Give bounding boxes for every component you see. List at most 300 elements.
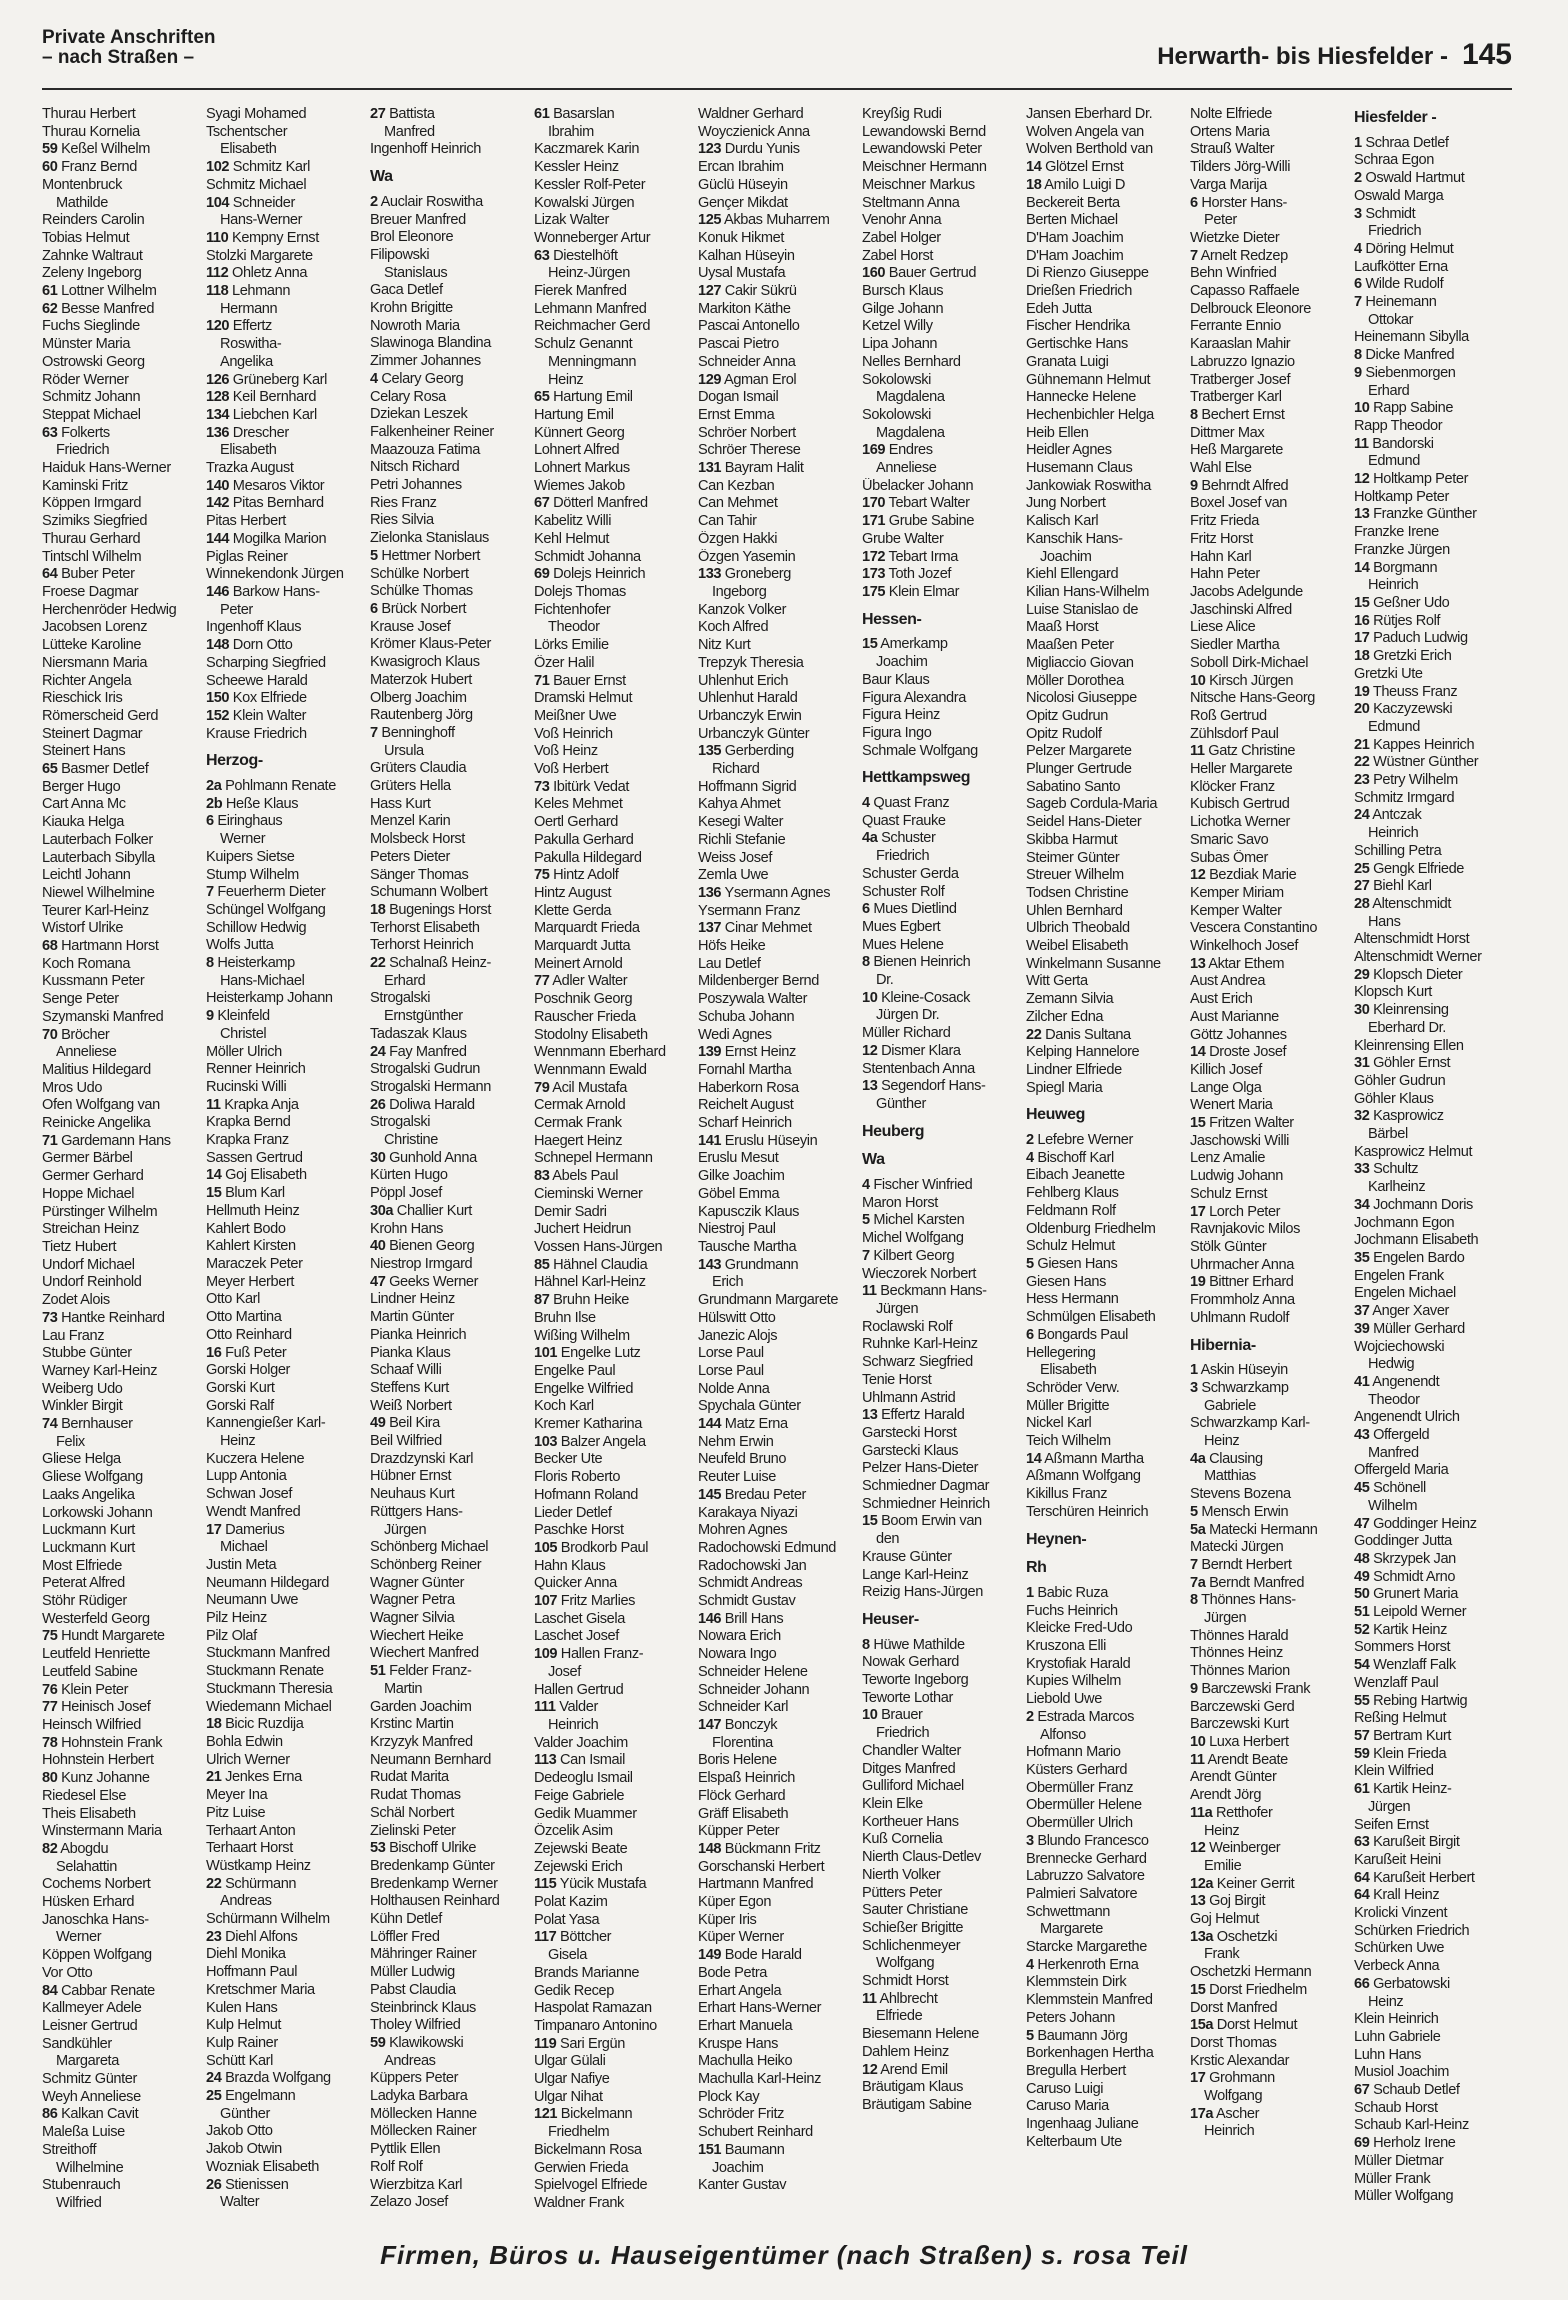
directory-entry: Strogalski: [370, 990, 431, 1007]
directory-entry: 14 Glötzel Ernst: [1026, 159, 1124, 176]
directory-entry: Erhart Hans-Werner: [698, 2000, 822, 2017]
directory-entry: Most Elfriede: [42, 1557, 122, 1574]
directory-entry: Pelzer Margarete: [1026, 743, 1132, 760]
directory-entry: 4 Herkenroth Erna: [1026, 1956, 1139, 1973]
spacer: [1190, 1328, 1354, 1334]
directory-entry: Hoppe Michael: [42, 1185, 135, 1202]
directory-entry: Drazdzynski Karl: [370, 1450, 474, 1467]
directory-entry: Hahn Karl: [1190, 548, 1252, 565]
directory-entry-continued: Edmund: [1368, 718, 1420, 735]
directory-entry: Frommholz Anna: [1190, 1292, 1295, 1309]
directory-entry: 18 Bicic Ruzdija: [206, 1716, 304, 1733]
directory-entry: Grundmann Margarete: [698, 1292, 839, 1309]
directory-entry: Klein Heinrich: [1354, 2011, 1439, 2028]
directory-entry: Berger Hugo: [42, 778, 121, 795]
directory-entry: 14 Borgmann: [1354, 559, 1438, 576]
directory-entry: 135 Gerberding: [698, 743, 794, 760]
directory-entry: 47 Goddinger Heinz: [1354, 1515, 1477, 1532]
directory-entry: Lörks Emilie: [534, 637, 609, 654]
house-number: 17: [1190, 1203, 1206, 1220]
directory-entry: Küpper Peter: [698, 1823, 780, 1840]
house-number: 5: [862, 1212, 870, 1229]
house-number: 13a: [1190, 1928, 1214, 1945]
house-number: 105: [534, 1539, 558, 1556]
house-number: 6: [370, 600, 378, 617]
directory-entry-continued: Manfred: [384, 123, 435, 140]
directory-entry: Schilling Petra: [1354, 842, 1442, 859]
directory-entry: Hülswitt Otto: [698, 1309, 776, 1326]
page-header: [42, 28, 1512, 88]
directory-entry: Eruslu Mesut: [698, 1150, 779, 1167]
directory-entry: 64 Karußeit Herbert: [1354, 1869, 1475, 1886]
directory-entry: Jansen Eberhard Dr.: [1026, 106, 1153, 122]
directory-entry: 149 Bode Harald: [698, 1947, 802, 1964]
directory-entry: Terhaart Anton: [206, 1822, 296, 1839]
directory-entry: Leisner Gertrud: [42, 2017, 138, 2034]
directory-entry-continued: Michael: [220, 1539, 268, 1556]
directory-entry: Neumann Bernhard: [370, 1751, 491, 1768]
directory-entry: Brands Marianne: [534, 1964, 640, 1981]
directory-entry: Wolfs Jutta: [206, 937, 274, 954]
directory-entry: Lorkowski Johann: [42, 1504, 153, 1521]
directory-entry: Wietzke Dieter: [1190, 229, 1280, 246]
directory-entry: Kikillus Franz: [1026, 1486, 1108, 1503]
house-number: 14: [206, 1167, 222, 1184]
directory-entry: 22 Danis Sultana: [1026, 1026, 1131, 1043]
house-number: 13: [862, 1078, 878, 1095]
house-number: 71: [534, 672, 550, 689]
directory-entry: Slawinoga Blandina: [370, 335, 491, 352]
directory-entry: Wahl Else: [1190, 460, 1252, 477]
house-number: 65: [42, 761, 58, 778]
directory-entry: Krohn Hans: [370, 1220, 444, 1237]
directory-entry: Jacobsen Lorenz: [42, 619, 148, 636]
house-number: 59: [1354, 1745, 1370, 1762]
street-heading: Rh: [1026, 1559, 1047, 1577]
directory-entry: Hahn Klaus: [534, 1557, 606, 1574]
directory-entry: Schäl Norbert: [370, 1804, 455, 1821]
directory-entry: Höfs Heike: [698, 938, 766, 955]
house-number: 15: [1354, 594, 1370, 611]
house-number: 31: [1354, 1055, 1370, 1072]
directory-entry-continued: Manfred: [1368, 1444, 1419, 1461]
directory-entry: Steinert Dagmar: [42, 725, 143, 742]
directory-entry: 57 Bertram Kurt: [1354, 1727, 1452, 1744]
directory-entry: Figura Heinz: [862, 707, 940, 724]
directory-entry: Kuß Cornelia: [862, 1831, 943, 1848]
house-number: 65: [534, 389, 550, 406]
directory-entry: Sandkühler: [42, 2035, 112, 2052]
directory-entry: Laaks Angelika: [42, 1486, 135, 1503]
directory-entry: 127 Cakir Sükrü: [698, 283, 797, 300]
house-number: 1: [1354, 134, 1362, 151]
directory-entry: 104 Schneider: [206, 194, 295, 211]
directory-entry: Zemla Uwe: [698, 867, 769, 884]
directory-entry: Heisterkamp Johann: [206, 990, 333, 1007]
directory-entry: Thönnes Heinz: [1190, 1645, 1283, 1662]
directory-entry: Pascai Pietro: [698, 336, 779, 353]
directory-entry: Malitius Hildegard: [42, 1061, 151, 1078]
house-number: 15: [862, 1513, 878, 1530]
house-number: 19: [1190, 1274, 1206, 1291]
directory-entry-continued: Jürgen: [1368, 1798, 1411, 1815]
house-number: 15: [1190, 1115, 1206, 1132]
directory-entry: 8 Bienen Heinrich: [862, 954, 971, 971]
directory-entry: 119 Sari Ergün: [534, 2035, 625, 2052]
house-number: 75: [42, 1628, 58, 1645]
directory-entry-continued: Heinrich: [1368, 577, 1419, 594]
house-number: 17: [1190, 2070, 1206, 2087]
directory-entry: 7 Berndt Herbert: [1190, 1556, 1292, 1573]
directory-entry-continued: Karlheinz: [1368, 1179, 1426, 1196]
directory-entry: Löffler Fred: [370, 1928, 440, 1945]
directory-entry: Kruszona Elli: [1026, 1638, 1106, 1655]
directory-entry: Keles Mehmet: [534, 796, 623, 813]
directory-entry: Reinicke Angelika: [42, 1115, 151, 1132]
directory-entry: Peters Johann: [1026, 2009, 1115, 2026]
directory-entry: Seidel Hans-Dieter: [1026, 814, 1142, 831]
directory-entry: 10 Rapp Sabine: [1354, 400, 1454, 417]
directory-entry-continued: Emilie: [1204, 1857, 1242, 1874]
directory-entry: Steffens Kurt: [370, 1379, 449, 1396]
house-number: 11: [862, 1990, 877, 2007]
directory-entry: 11 Arendt Beate: [1190, 1751, 1288, 1768]
directory-entry: 6 Eiringhaus: [206, 813, 283, 830]
directory-entry: Dorst Thomas: [1190, 2034, 1277, 2051]
directory-entry: Krstinc Martin: [370, 1716, 454, 1733]
directory-entry: Özgen Hakki: [698, 530, 778, 547]
directory-entry: Froese Dagmar: [42, 583, 139, 600]
house-number: 29: [1354, 966, 1370, 983]
directory-entry: Kürten Hugo: [370, 1167, 448, 1184]
directory-entry-continued: Margarete: [1040, 1921, 1103, 1938]
directory-entry: Karaaslan Mahir: [1190, 336, 1291, 353]
directory-entry: 39 Müller Gerhard: [1354, 1320, 1465, 1337]
directory-entry-continued: Elisabeth: [220, 442, 277, 459]
directory-entry: Fichtenhofer: [534, 601, 611, 618]
directory-entry: Sassen Gertrud: [206, 1149, 303, 1166]
house-number: 4: [1026, 1149, 1034, 1166]
directory-entry: Feldmann Rolf: [1026, 1202, 1116, 1219]
directory-entry: Kessler Heinz: [534, 159, 619, 176]
directory-entry: Musiol Joachim: [1354, 2064, 1449, 2081]
directory-entry: Syagi Mohamed: [206, 106, 307, 122]
directory-entry: Roclawski Rolf: [862, 1318, 953, 1335]
house-number: 86: [42, 2106, 58, 2123]
directory-entry: Schülke Thomas: [370, 583, 473, 600]
directory-entry: Neuhaus Kurt: [370, 1486, 455, 1503]
directory-entry: Uhlenhut Harald: [698, 690, 798, 707]
directory-entry: Jochmann Elisabeth: [1354, 1232, 1479, 1249]
directory-entry: Lewandowski Bernd: [862, 123, 986, 140]
directory-entry: Kemper Miriam: [1190, 884, 1284, 901]
directory-entry-continued: Hans-Michael: [220, 972, 305, 989]
directory-entry: Tilders Jörg-Willi: [1190, 159, 1291, 176]
directory-entry: Kühn Detlef: [370, 1911, 442, 1928]
directory-entry: Opitz Rudolf: [1026, 725, 1102, 742]
directory-entry: 23 Petry Wilhelm: [1354, 772, 1458, 789]
directory-entry: Wieczorek Norbert: [862, 1265, 977, 1282]
house-number: 134: [206, 406, 230, 423]
directory-entry: Falkenheiner Reiner: [370, 423, 494, 440]
directory-entry: Mros Udo: [42, 1079, 103, 1096]
directory-entry-continued: Ingeborg: [712, 583, 767, 600]
house-number: 4: [1026, 1956, 1034, 1973]
directory-entry: Lichotka Werner: [1190, 814, 1290, 831]
directory-entry: Kalisch Karl: [1026, 513, 1099, 530]
directory-entry: Ditges Manfred: [862, 1760, 956, 1777]
directory-entry: Stentenbach Anna: [862, 1060, 975, 1077]
directory-entry: Küppers Peter: [370, 2070, 459, 2087]
directory-entry: 48 Skrzypek Jan: [1354, 1550, 1456, 1567]
directory-entry: 1 Askin Hüseyin: [1190, 1362, 1288, 1379]
house-number: 37: [1354, 1303, 1370, 1320]
directory-entry: 26 Doliwa Harald: [370, 1096, 475, 1113]
directory-entry: Siedler Martha: [1190, 637, 1280, 654]
directory-entry: Nickel Karl: [1026, 1415, 1092, 1432]
directory-entry: 27 Battista: [370, 106, 435, 122]
directory-entry: Materzok Hubert: [370, 671, 472, 688]
directory-entry: Labruzzo Salvatore: [1026, 1868, 1145, 1885]
directory-entry: Leutfeld Sabine: [42, 1663, 138, 1680]
house-number: 63: [1354, 1834, 1370, 1851]
house-number: 63: [534, 247, 550, 264]
house-number: 62: [42, 300, 58, 317]
house-number: 120: [206, 318, 230, 335]
directory-entry: Tholey Wilfried: [370, 2017, 461, 2034]
directory-entry: Stodolny Elisabeth: [534, 1026, 648, 1043]
directory-entry: Urbanczyk Erwin: [698, 707, 802, 724]
directory-entry: Schaub Horst: [1354, 2099, 1438, 2116]
directory-entry: Müller Frank: [1354, 2170, 1431, 2187]
directory-entry: Terhorst Heinrich: [370, 937, 474, 954]
directory-entry: 120 Effertz: [206, 318, 272, 335]
directory-entry: 6 Brück Norbert: [370, 600, 467, 617]
directory-entry: Fehlberg Klaus: [1026, 1185, 1119, 1202]
directory-entry: 17 Paduch Ludwig: [1354, 630, 1468, 647]
directory-entry: Hallen Gertrud: [534, 1681, 624, 1698]
house-number: 14: [1354, 559, 1370, 576]
directory-entry: Kessler Rolf-Peter: [534, 176, 646, 193]
house-number: 24: [370, 1043, 386, 1060]
directory-entry: Rieschick Iris: [42, 690, 123, 707]
directory-entry: Güclü Hüseyin: [698, 176, 788, 193]
directory-entry: 137 Cinar Mehmet: [698, 920, 812, 937]
directory-entry: Nicolosi Giuseppe: [1026, 690, 1137, 707]
directory-entry: 27 Biehl Karl: [1354, 878, 1432, 895]
directory-entry: Müller Brigitte: [1026, 1397, 1110, 1414]
directory-entry: Lizak Walter: [534, 212, 609, 229]
directory-entry: Schuster Gerda: [862, 865, 959, 882]
directory-entry: 143 Grundmann: [698, 1256, 799, 1273]
directory-entry: Schmidt Johanna: [534, 548, 641, 565]
directory-entry: Übelacker Johann: [862, 477, 974, 494]
house-number: 15a: [1190, 2017, 1214, 2034]
house-number: 18: [370, 901, 386, 918]
directory-entry: 5 Giesen Hans: [1026, 1256, 1118, 1272]
directory-entry: Gilge Johann: [862, 300, 944, 317]
directory-entry: Franzke Jürgen: [1354, 541, 1450, 558]
directory-entry: Jankowiak Roswitha: [1026, 477, 1152, 494]
house-number: 6: [862, 901, 870, 918]
directory-entry: Winkler Birgit: [42, 1398, 123, 1415]
directory-entry: 5a Matecki Hermann: [1190, 1521, 1318, 1538]
directory-entry: 64 Krall Heinz: [1354, 1887, 1440, 1904]
spacer: [862, 760, 1026, 766]
directory-entry: Offergeld Maria: [1354, 1462, 1449, 1479]
directory-entry: Kallmeyer Adele: [42, 2000, 142, 2017]
directory-entry: 6 Horster Hans-: [1190, 194, 1287, 211]
directory-entry: Maaßen Peter: [1026, 637, 1114, 654]
house-number: 14: [1026, 1450, 1042, 1467]
directory-entry: Marquardt Jutta: [534, 938, 631, 955]
house-number: 7: [1190, 1556, 1198, 1573]
directory-entry: Kilian Hans-Wilhelm: [1026, 583, 1149, 600]
spacer: [862, 1114, 1026, 1120]
directory-entry: Celary Rosa: [370, 388, 446, 405]
directory-entry: Meyer Ina: [206, 1787, 268, 1804]
directory-entry-continued: Jürgen: [876, 1301, 919, 1317]
house-number: 8: [862, 1636, 870, 1653]
house-number: 2: [1026, 1708, 1034, 1725]
house-number: 61: [1354, 1781, 1370, 1798]
house-number: 24: [206, 2070, 222, 2087]
directory-entry-continued: Ibrahim: [548, 123, 594, 140]
house-number: 118: [206, 283, 229, 300]
directory-entry: Angenendt Ulrich: [1354, 1409, 1460, 1426]
directory-entry-continued: Erich: [712, 1274, 744, 1291]
directory-entry: Seifen Ernst: [1354, 1816, 1429, 1833]
directory-entry: 33 Schultz: [1354, 1161, 1419, 1178]
directory-entry: Meyer Herbert: [206, 1273, 295, 1290]
directory-entry: Kabelitz Willi: [534, 513, 612, 530]
directory-entry: Pascai Antonello: [698, 318, 800, 335]
header-title: Herwarth- bis Hiesfelder -: [1157, 43, 1448, 70]
directory-entry: Hoffmann Sigrid: [698, 778, 797, 795]
house-number: 61: [42, 283, 58, 300]
directory-entry: Zahnke Waltraut: [42, 247, 143, 264]
directory-entry: 49 Schmidt Arno: [1354, 1568, 1456, 1585]
house-number: 131: [698, 460, 722, 477]
directory-entry-continued: Günther: [876, 1095, 926, 1112]
directory-entry: Thönnes Harald: [1190, 1627, 1289, 1644]
directory-entry: Reuter Luise: [698, 1469, 776, 1486]
directory-entry: Ravnjakovic Milos: [1190, 1221, 1300, 1238]
directory-entry: Hannecke Helene: [1026, 389, 1137, 406]
directory-entry: Waldner Gerhard: [698, 106, 804, 122]
directory-entry: Ercan Ibrahim: [698, 159, 784, 176]
directory-entry: Tobias Helmut: [42, 229, 130, 246]
directory-entry: 12 Arend Emil: [862, 2061, 948, 2078]
directory-entry: Grube Walter: [862, 530, 944, 547]
house-number: 8: [1190, 1592, 1198, 1609]
directory-entry: Schülke Norbert: [370, 565, 469, 582]
directory-entry: 84 Cabbar Renate: [42, 1982, 155, 1999]
house-number: 173: [862, 566, 886, 583]
directory-entry: 131 Bayram Halit: [698, 460, 804, 477]
directory-entry: Stubbe Günter: [42, 1345, 132, 1362]
directory-entry: Steltmann Anna: [862, 194, 960, 211]
directory-entry: 22 Schürmann: [206, 1875, 297, 1892]
directory-entry: Krause Günter: [862, 1548, 952, 1565]
directory-entry: 63 Diestelhöft: [534, 247, 618, 264]
directory-entry: 50 Grunert Maria: [1354, 1586, 1458, 1603]
directory-entry: Jung Norbert: [1026, 495, 1106, 512]
directory-entry: Lange Olga: [1190, 1079, 1262, 1096]
directory-entry: 10 Brauer: [862, 1707, 923, 1724]
directory-entry: 24 Antczak: [1354, 807, 1422, 824]
directory-entry: 173 Toth Jozef: [862, 566, 952, 583]
directory-entry: 60 Franz Bernd: [42, 159, 137, 176]
directory-entry: Pelzer Hans-Dieter: [862, 1460, 979, 1477]
spacer: [862, 1142, 1026, 1148]
house-number: 7: [1190, 247, 1198, 264]
directory-entry: Reizig Hans-Jürgen: [862, 1584, 983, 1601]
directory-entry: 31 Göhler Ernst: [1354, 1055, 1451, 1072]
directory-entry: Flöck Gerhard: [698, 1787, 786, 1804]
directory-entry: Klopsch Kurt: [1354, 984, 1432, 1001]
directory-entry-continued: Mathilde: [56, 194, 108, 211]
directory-entry: Olberg Joachim: [370, 689, 467, 706]
house-number: 121: [534, 2106, 558, 2123]
house-number: 49: [370, 1415, 386, 1432]
directory-entry: 73 Ibitürk Vedat: [534, 778, 630, 795]
directory-entry: Gedik Recep: [534, 1982, 614, 1999]
directory-entry: Rapp Theodor: [1354, 417, 1443, 434]
directory-entry: 24 Brazda Wolfgang: [206, 2070, 331, 2087]
directory-entry: Ulrich Werner: [206, 1751, 290, 1768]
directory-entry: Schwettmann: [1026, 1903, 1111, 1920]
directory-entry: Ferrante Ennio: [1190, 318, 1281, 335]
house-number: 32: [1354, 1108, 1370, 1125]
directory-entry: Kehl Helmut: [534, 530, 610, 547]
directory-entry: Plock Kay: [698, 2088, 760, 2105]
directory-entry: Luhn Gabriele: [1354, 2028, 1441, 2045]
house-number: 51: [370, 1663, 386, 1680]
directory-entry: Müller Dietmar: [1354, 2152, 1444, 2169]
directory-entry: Waldner Frank: [534, 2194, 624, 2211]
house-number: 143: [698, 1256, 722, 1273]
directory-entry: Tschentscher: [206, 123, 288, 140]
directory-entry: 14 Aßmann Martha: [1026, 1450, 1144, 1467]
directory-entry: Hass Kurt: [370, 795, 431, 812]
directory-entry: 136 Drescher: [206, 424, 289, 441]
directory-entry: Figura Alexandra: [862, 689, 966, 706]
house-number: 172: [862, 548, 886, 565]
directory-entry: Jakob Otto: [206, 2123, 273, 2140]
directory-entry: 129 Agman Erol: [698, 371, 797, 388]
directory-entry: Kuczera Helene: [206, 1450, 305, 1467]
directory-entry: Streichan Heinz: [42, 1221, 140, 1238]
house-number: 1: [1026, 1584, 1034, 1601]
directory-entry: Steppat Michael: [42, 406, 141, 423]
directory-entry: 9 Kleinfeld: [206, 1008, 270, 1025]
directory-entry: Wonneberger Artur: [534, 229, 651, 246]
house-number: 64: [42, 566, 58, 583]
directory-entry: Rolf Rolf: [370, 2158, 423, 2175]
directory-entry: Rudat Thomas: [370, 1787, 461, 1804]
directory-entry: Hechenbichler Helga: [1026, 406, 1154, 423]
directory-entry: Hartung Emil: [534, 406, 614, 423]
directory-entry: Hüsken Erhard: [42, 1894, 135, 1911]
directory-entry: 17 Lorch Peter: [1190, 1203, 1281, 1220]
directory-entry: 105 Brodkorb Paul: [534, 1539, 649, 1556]
directory-entry: Voß Heinz: [534, 743, 598, 760]
directory-entry: Gräff Elisabeth: [698, 1805, 789, 1822]
house-number: 139: [698, 1044, 722, 1061]
directory-entry: Boris Helene: [698, 1752, 777, 1769]
directory-entry: Paschke Horst: [534, 1522, 624, 1539]
